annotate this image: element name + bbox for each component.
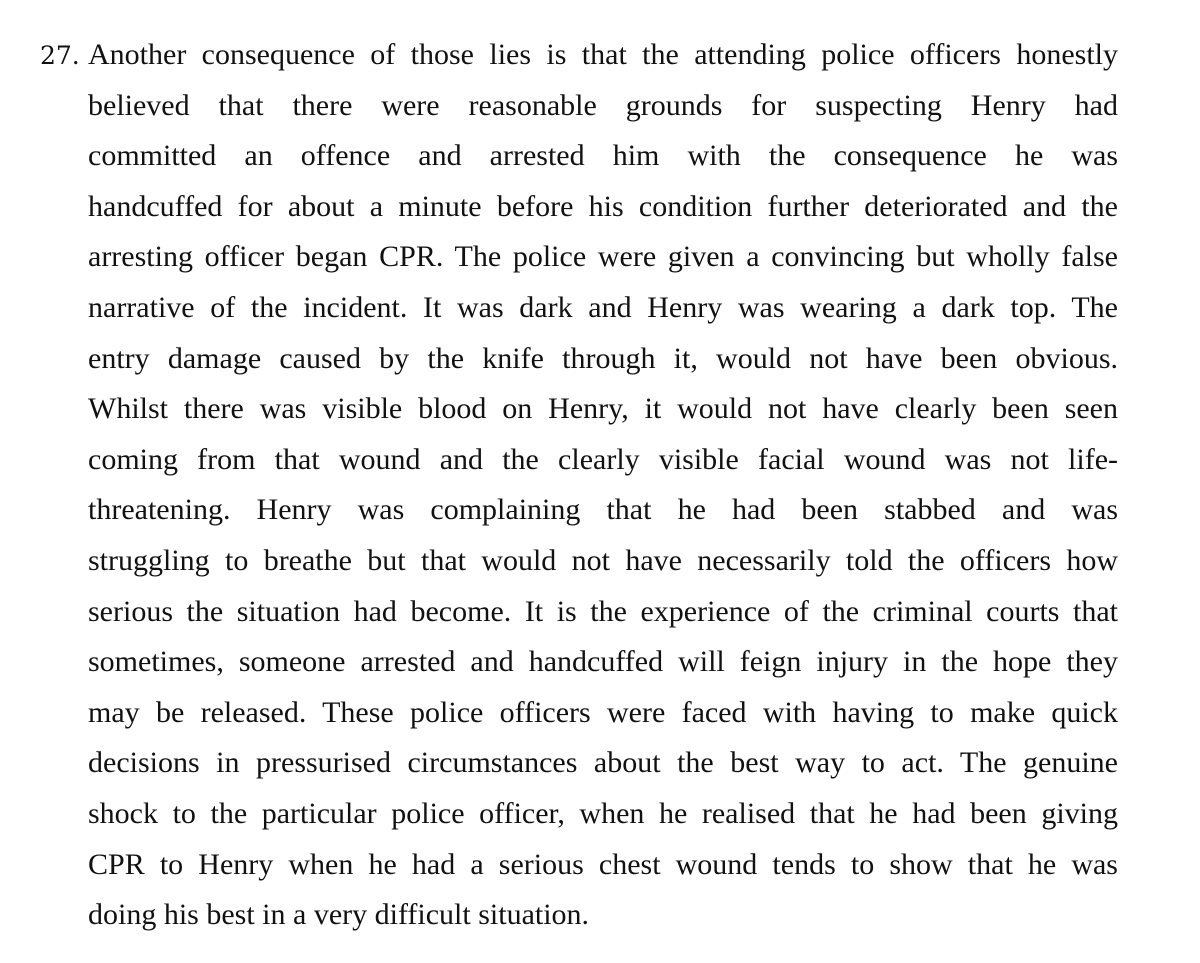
paragraph-line: CPR to Henry when he had a serious chest wound tends to show that he was bbox=[88, 847, 1118, 881]
paragraph-line: serious the situation had become. It is the experience of the criminal courts that bbox=[88, 594, 1118, 628]
paragraph-line: Whilst there was visible blood on Henry, it would not have clearly been seen bbox=[88, 392, 1118, 426]
paragraph-line: believed that there were reasonable grounds for suspecting Henry had bbox=[88, 88, 1118, 122]
paragraph-line: sometimes, someone arrested and handcuffed will feign injury in the hope they bbox=[88, 645, 1118, 679]
paragraph-line: Another consequence of those lies is that the attending police officers honestly bbox=[88, 38, 1118, 71]
paragraph-line: handcuffed for about a minute before his condition further deteriorated and the bbox=[88, 189, 1118, 223]
paragraph-line: committed an offence and arrested him with the consequence he was bbox=[88, 139, 1118, 173]
paragraph-line: narrative of the incident. It was dark and Henry was wearing a dark top. The bbox=[88, 290, 1118, 324]
paragraph-line: entry damage caused by the knife through it, would not have been obvious. bbox=[88, 341, 1118, 375]
paragraph-line: shock to the particular police officer, when he realised that he had been giving bbox=[88, 796, 1118, 830]
paragraph-line: may be released. These police officers were faced with having to make quick bbox=[88, 695, 1118, 729]
paragraph-line: struggling to breathe but that would not have necessarily told the officers how bbox=[88, 543, 1118, 577]
paragraph-line: arresting officer began CPR. The police were given a convincing but wholly false bbox=[88, 240, 1118, 274]
paragraph-line: decisions in pressurised circumstances about the best way to act. The genuine bbox=[88, 746, 1118, 780]
paragraph-line: doing his best in a very difficult situation. bbox=[88, 898, 590, 932]
paragraph-number: 27. bbox=[40, 41, 80, 70]
paragraph-line: coming from that wound and the clearly visible facial wound was not life- bbox=[88, 442, 1118, 476]
paragraph-body bbox=[88, 30, 1118, 941]
paragraph-line: threatening. Henry was complaining that he had been stabbed and was bbox=[88, 493, 1118, 527]
